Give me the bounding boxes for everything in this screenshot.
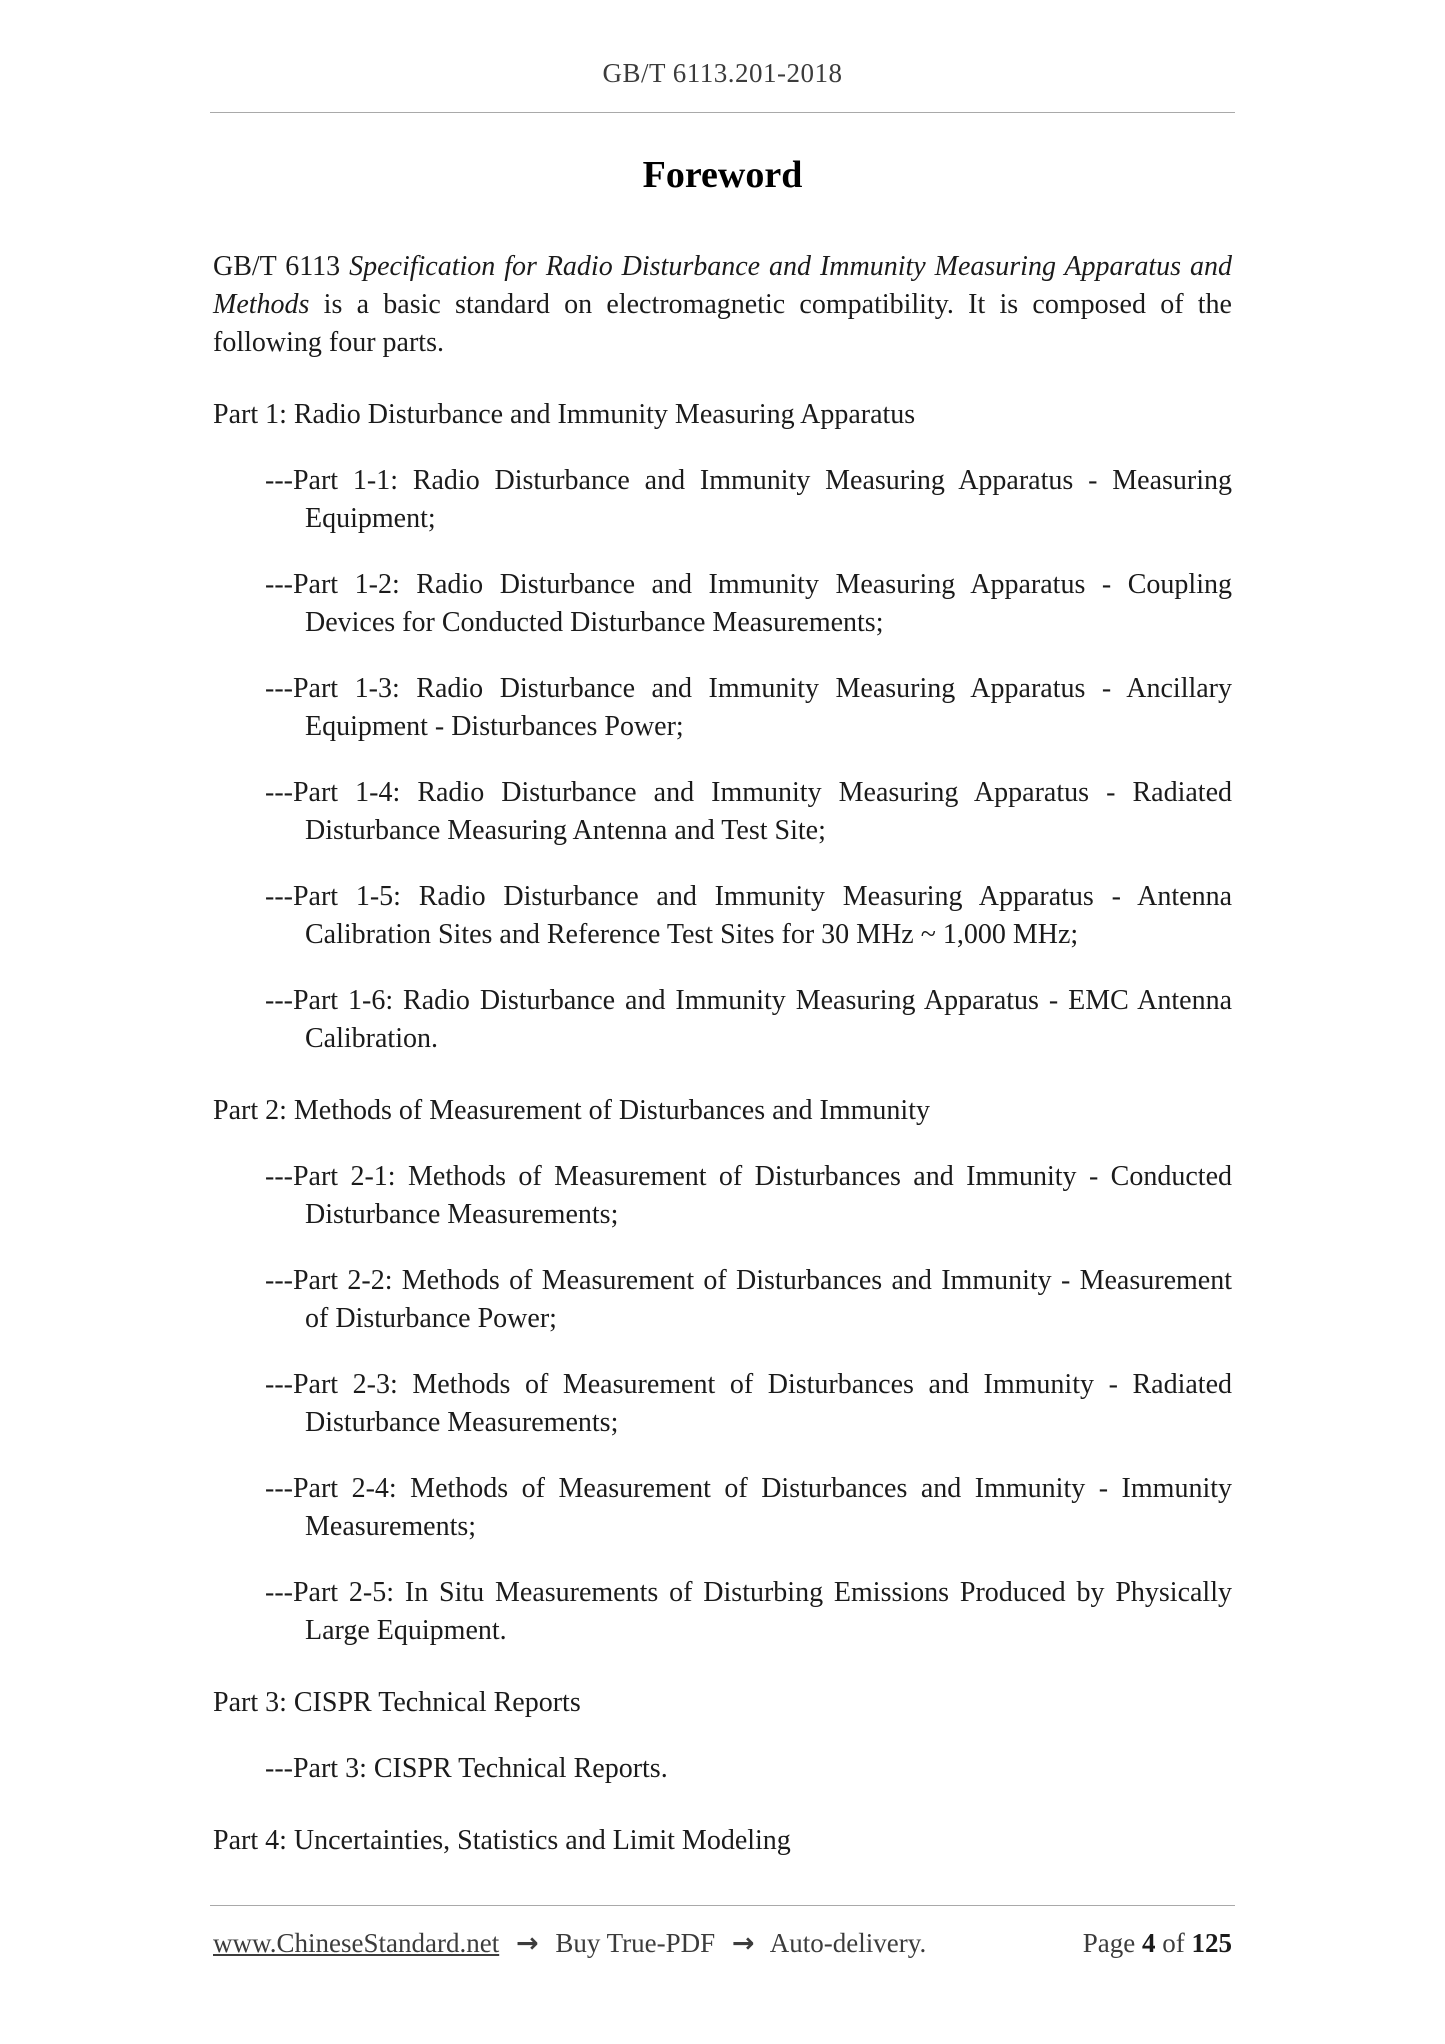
section bbox=[213, 1092, 1232, 1650]
list-item: ---Part 2-4: Methods of Measurement of Disturbances and Immunity - Immunity Measurements; bbox=[265, 1473, 1232, 1542]
of-label: of bbox=[1162, 1928, 1185, 1958]
intro-paragraph bbox=[213, 248, 1232, 362]
sections-list bbox=[213, 396, 1232, 1860]
list-item: ---Part 2-5: In Situ Measurements of Disturbing Emissions Produced by Physically Large Equipment. bbox=[265, 1577, 1232, 1646]
footer-left bbox=[213, 1928, 926, 1959]
website-link[interactable]: www.ChineseStandard.net bbox=[213, 1928, 500, 1958]
section-heading: Part 1: Radio Disturbance and Immunity Measuring Apparatus bbox=[213, 399, 916, 430]
intro-prefix: GB/T 6113 bbox=[213, 251, 350, 282]
section-items bbox=[213, 462, 1232, 1058]
page-number: 4 bbox=[1142, 1928, 1156, 1958]
list-item: ---Part 2-3: Methods of Measurement of Disturbances and Immunity - Radiated Disturbance Measurements; bbox=[265, 1369, 1232, 1438]
section bbox=[213, 396, 1232, 1058]
document-content bbox=[213, 150, 1232, 1860]
page-label: Page bbox=[1082, 1928, 1136, 1958]
document-header bbox=[0, 58, 1445, 89]
list-item: ---Part 1-4: Radio Disturbance and Immunity Measuring Apparatus - Radiated Disturbance Measuring Antenna and Test Site; bbox=[265, 777, 1232, 846]
total-pages: 125 bbox=[1191, 1928, 1232, 1958]
standard-number: GB/T 6113.201-2018 bbox=[602, 58, 843, 88]
list-item: ---Part 1-3: Radio Disturbance and Immunity Measuring Apparatus - Ancillary Equipment - Disturbances Power; bbox=[265, 673, 1232, 742]
arrow-icon: → bbox=[515, 1928, 539, 1959]
intro-rest: is a basic standard on electromagnetic compatibility. It is composed of the following four parts. bbox=[213, 289, 1232, 358]
section bbox=[213, 1684, 1232, 1788]
page-indicator bbox=[1083, 1928, 1232, 1959]
list-item: ---Part 1-6: Radio Disturbance and Immunity Measuring Apparatus - EMC Antenna Calibration. bbox=[265, 985, 1232, 1054]
arrow-icon: → bbox=[731, 1928, 755, 1959]
section-heading: Part 4: Uncertainties, Statistics and Limit Modeling bbox=[213, 1825, 791, 1856]
footer bbox=[213, 1928, 1232, 1959]
auto-delivery-text: Auto-delivery. bbox=[769, 1928, 927, 1958]
list-item: ---Part 1-5: Radio Disturbance and Immunity Measuring Apparatus - Antenna Calibration Sites and Reference Test Sites for 30 MHz ~ 1,000 MHz; bbox=[265, 881, 1232, 950]
section-items bbox=[213, 1750, 1232, 1788]
footer-divider bbox=[210, 1905, 1235, 1906]
list-item: ---Part 2-1: Methods of Measurement of Disturbances and Immunity - Conducted Disturbance Measurements; bbox=[265, 1161, 1232, 1230]
section-heading: Part 2: Methods of Measurement of Disturbances and Immunity bbox=[213, 1095, 930, 1126]
list-item: ---Part 1-2: Radio Disturbance and Immunity Measuring Apparatus - Coupling Devices for Conducted Disturbance Measurements; bbox=[265, 569, 1232, 638]
page-title: Foreword bbox=[642, 154, 803, 196]
section bbox=[213, 1822, 1232, 1860]
intro-italic-title: Specification for Radio Disturbance and Immunity Measuring Apparatus and Methods bbox=[213, 251, 1232, 320]
header-divider bbox=[210, 112, 1235, 113]
section-items bbox=[213, 1158, 1232, 1650]
list-item: ---Part 3: CISPR Technical Reports. bbox=[265, 1753, 668, 1784]
list-item: ---Part 1-1: Radio Disturbance and Immunity Measuring Apparatus - Measuring Equipment; bbox=[265, 465, 1232, 534]
buy-pdf-text: Buy True-PDF bbox=[555, 1928, 716, 1958]
section-heading: Part 3: CISPR Technical Reports bbox=[213, 1687, 581, 1718]
list-item: ---Part 2-2: Methods of Measurement of Disturbances and Immunity - Measurement of Disturbance Power; bbox=[265, 1265, 1232, 1334]
